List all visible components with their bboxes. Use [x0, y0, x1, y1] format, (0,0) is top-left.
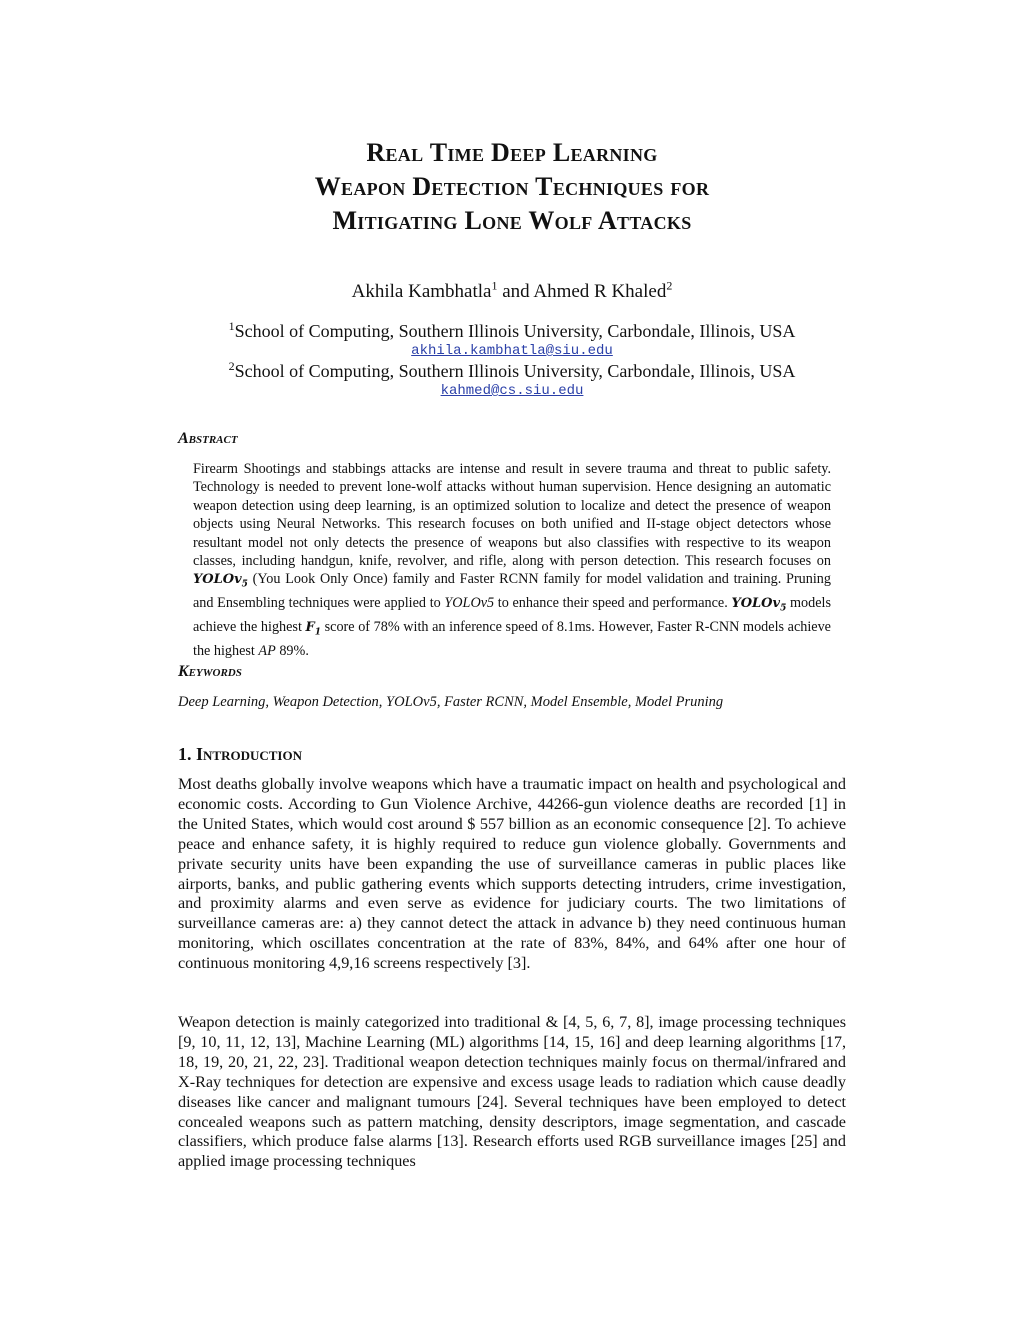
- keywords-heading: Keywords: [178, 663, 242, 680]
- affiliation-2-text: School of Computing, Southern Illinois University, Carbondale, Illinois, USA: [234, 361, 796, 381]
- title-line-3: Mitigating Lone Wolf Attacks: [332, 206, 692, 235]
- email-link-1[interactable]: akhila.kambhatla@siu.edu: [411, 343, 613, 359]
- abstract-body: [193, 460, 831, 661]
- keywords-text: Deep Learning, Weapon Detection, YOLOv5, Faster RCNN, Model Ensemble, Model Pruning: [178, 694, 724, 710]
- introduction-paragraph-1: [178, 775, 846, 974]
- author-list: [100, 280, 924, 304]
- abstract-italic-yolov5: YOLOv5: [444, 595, 495, 612]
- introduction-paragraph-2: [178, 1013, 846, 1172]
- abstract-text-1: Firearm Shootings and stabbings attacks are intense and result in severe trauma and threat to public safety. Technology is needed to prevent lone-wolf attacks without human supervision. Hence designing an automatic weapon detection using deep learning, is an optimized solution to localize and detect the presence of weapon objects using Neural Networks. This research focuses on both unified and II-stage object detectors whose resultant model not only detects the presence of weapons but also classifies with respective to its weapon classes, including handgun, knife, revolver, and rifle, along with person detection. This research focuses on: [193, 461, 831, 570]
- yolo-symbol-main: YOLOv: [193, 572, 242, 588]
- email-link-2[interactable]: kahmed@cs.siu.edu: [440, 383, 584, 399]
- yolo-symbol: [193, 572, 248, 591]
- affiliation-2: [100, 360, 924, 400]
- paper-title: [100, 136, 924, 238]
- author-2-affiliation-mark: 2: [666, 278, 673, 293]
- f1-symbol-sub: 1: [314, 628, 322, 639]
- f1-symbol: [305, 620, 322, 639]
- abstract-text-6: 89%.: [275, 643, 309, 660]
- author-2: Ahmed R Khaled: [533, 281, 667, 302]
- paragraph-text: Weapon detection is mainly categorized into traditional & [4, 5, 6, 7, 8], image processing techniques [9, 10, 11, 12, 13], Machine Learning (ML) algorithms [14, 15, 16] and deep learning algorithms [17, 18, 19, 20, 21, 22, 23]. Traditional weapon detection techniques mainly focus on thermal/infrared and X-Ray techniques for detection are expensive and excess usage leads to radiation which cause deadly diseases like cancer and malignant tumours [24]. Several techniques have been employed to detect concealed weapons such as pattern matching, density descriptors, image segmentation, and cascade classifiers, which produce false alarms [13]. Research efforts used RGB surveillance images [25] and applied image processing techniques: [178, 1013, 846, 1171]
- introduction-heading: [178, 744, 302, 765]
- paragraph-text: Most deaths globally involve weapons which have a traumatic impact on health and psychological and economic costs. According to Gun Violence Archive, 44266-gun violence deaths are recorded [1] in the United States, which would cost around $ 557 billion as an economic consequence [2]. To achieve peace and enhance safety, it is highly required to reduce gun violence globally. Governments and private security units have been expanding the use of surveillance cameras in public places like airports, banks, and public gathering events which supports detecting intruders, crime investigation, and proximity alarms and even serve as evidence for judiciary courts. The two limitations of surveillance cameras are: a) they cannot detect the attack in advance b) they need continuous human monitoring, which oscillates concentration at the rate of 83%, 84%, and 64% after one hour of continuous monitoring 4,9,16 screens respectively [3].: [178, 775, 846, 973]
- abstract-text-4: models achieve the highest: [193, 595, 831, 636]
- abstract-paragraph: [193, 460, 831, 661]
- abstract-text-5: score of 78% with an inference speed of 8.1ms. However, Faster R-CNN models achieve the highest: [193, 619, 831, 660]
- abstract-text-3: to enhance their speed and performance.: [494, 595, 732, 612]
- section-title: Introduction: [196, 744, 302, 764]
- affiliation-2-mark: 2: [228, 359, 235, 373]
- affiliation-1-mark: 1: [228, 319, 235, 333]
- yolo-symbol-sub: 5: [241, 580, 248, 591]
- abstract-italic-ap: AP: [258, 643, 276, 660]
- abstract-heading: Abstract: [178, 430, 238, 447]
- yolo-symbol-2: [731, 596, 787, 615]
- affiliation-1-text: School of Computing, Southern Illinois University, Carbondale, Illinois, USA: [234, 321, 796, 341]
- title-line-1: Real Time Deep Learning: [366, 138, 658, 167]
- f1-symbol-main: F: [305, 620, 315, 636]
- abstract-text-2: (You Look Only Once) family and Faster RCNN family for model validation and training. Pruning and Ensembling techniques were applied to: [193, 571, 831, 612]
- section-number: 1.: [178, 744, 196, 764]
- affiliation-1: [100, 320, 924, 360]
- author-1-affiliation-mark: 1: [491, 278, 498, 293]
- author-1: Akhila Kambhatla: [351, 281, 492, 302]
- yolo-symbol-2-main: YOLOv: [731, 596, 781, 612]
- title-line-2: Weapon Detection Techniques for: [314, 172, 710, 201]
- yolo-symbol-2-sub: 5: [780, 604, 787, 615]
- author-conjunction: and: [497, 281, 534, 302]
